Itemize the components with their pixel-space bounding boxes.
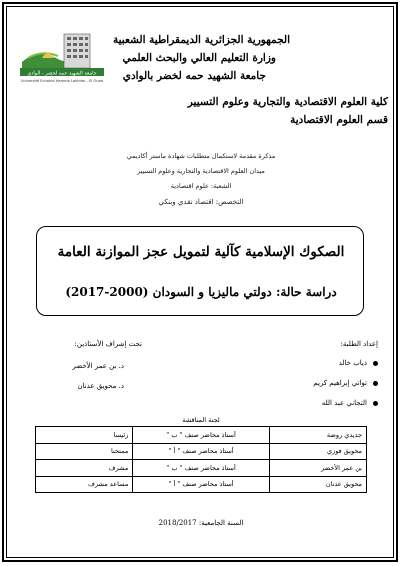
jury-name: محويق عدنان [269,476,366,493]
jury-name: محويق فوزي [269,443,366,460]
jury-rank: أستاذ محاضر صنف " أ " [133,476,269,493]
jury-role: رئيسا [36,427,133,444]
logo-text-ar: جامعة الشهيد حمه لخضر - الوادي [27,70,97,77]
thesis-title: الصكوك الإسلامية كآلية لتمويل عجز الموازنة العامة [57,244,345,260]
title-box [36,226,364,316]
table-row [36,476,367,493]
table-row [36,460,367,477]
header-line-department: قسم العلوم الاقتصادية [290,114,388,126]
header-line-ministry: وزارة التعليم العالي والبحث العلمي [122,52,276,64]
memo-line-degree: مذكرة مقدمة لاستكمال متطلبات شهادة ماستر أكاديمي [126,152,276,160]
academic-year: السنة الجامعية: 2018/2017 [158,519,244,527]
student-item: التجاني عبد الله [322,399,378,407]
jury-role: ممتحنا [36,443,133,460]
students-heading: إعداد الطلبة: [340,340,378,348]
supervisor-name: د. محويق عدنان [77,382,124,390]
bullet-icon [373,381,378,386]
student-item: تواتي إبراهيم كريم [313,379,378,387]
header-line-republic: الجمهورية الجزائرية الديمقراطية الشعبية [112,34,290,46]
jury-table [35,426,367,493]
header-line-faculty: كلية العلوم الاقتصادية والتجارية وعلوم التسيير [187,96,388,108]
supervisor-name: د. بن عمر الأخضر [72,362,124,370]
jury-rank: أستاذ محاضر صنف " ب " [133,460,269,477]
header-line-university: جامعة الشهيد حمه لخضر بالوادي [122,70,266,82]
logo-text-en: Université Echahid Hamma Lakhdar - El Oued [20,79,104,83]
university-logo [18,28,106,86]
student-item: ذياب خالد [339,359,378,367]
jury-name: جديدي روضة [269,427,366,444]
jury-role: مشرف [36,460,133,477]
jury-rank: أستاذ محاضر صنف " ب " [133,427,269,444]
jury-role: مساعد مشرف [36,476,133,493]
memo-line-branch: الشعبة: علوم اقتصادية [170,182,232,190]
jury-name: بن عمر الأخضر [269,460,366,477]
jury-heading: لجنة المناقشة [182,416,220,424]
table-row [36,443,367,460]
memo-line-specialty: التخصص: اقتصاد نقدي وبنكي [158,198,244,206]
bullet-icon [373,401,378,406]
jury-rank: أستاذ محاضر صنف " أ " [133,443,269,460]
table-row [36,427,367,444]
bullet-icon [373,361,378,366]
thesis-subtitle: دراسة حالة: دولتي ماليزيا و السودان (2000-2017) [65,285,337,299]
supervisors-heading: تحت إشراف الأستاذين: [74,340,142,348]
memo-line-field: ميدان العلوم الاقتصادية والتجارية وعلوم التسيير [137,167,265,175]
